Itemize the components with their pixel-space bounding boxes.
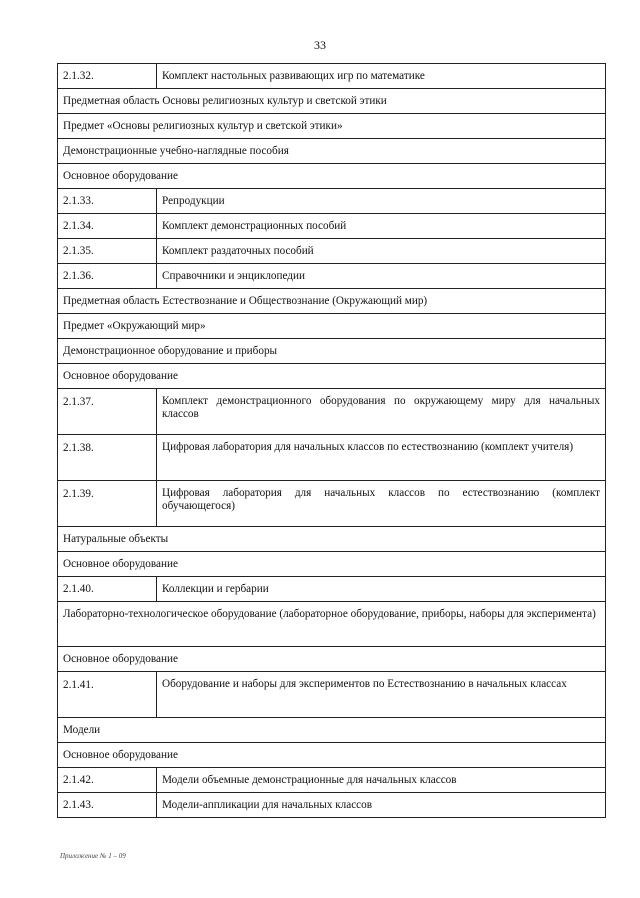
table-row — [58, 189, 606, 214]
section-row — [58, 139, 606, 164]
item-description: Комплект раздаточных пособий — [157, 239, 606, 264]
item-description: Комплект демонстрационного оборудования по окружающему миру для начальных классов — [157, 389, 606, 435]
table-row — [58, 214, 606, 239]
section-heading: Основное оборудование — [58, 552, 606, 577]
table-row — [58, 768, 606, 793]
item-description: Оборудование и наборы для экспериментов по Естествознанию в начальных классах — [157, 672, 606, 718]
table-row — [58, 793, 606, 818]
section-heading: Демонстрационное оборудование и приборы — [58, 339, 606, 364]
section-row — [58, 602, 606, 647]
section-heading: Предмет «Основы религиозных культур и светской этики» — [58, 114, 606, 139]
table-row — [58, 64, 606, 89]
section-row — [58, 314, 606, 339]
section-row — [58, 164, 606, 189]
item-description: Цифровая лаборатория для начальных классов по естествознанию (комплект учителя) — [157, 435, 606, 481]
equipment-table — [57, 63, 606, 818]
table-row — [58, 435, 606, 481]
item-number: 2.1.42. — [58, 768, 157, 793]
section-row — [58, 114, 606, 139]
item-number: 2.1.36. — [58, 264, 157, 289]
item-number: 2.1.33. — [58, 189, 157, 214]
page-footer: Приложение № 1 – 09 — [60, 852, 126, 860]
item-description: Справочники и энциклопедии — [157, 264, 606, 289]
section-heading: Предметная область Естествознание и Обществознание (Окружающий мир) — [58, 289, 606, 314]
section-row — [58, 89, 606, 114]
table-row — [58, 577, 606, 602]
section-heading: Предметная область Основы религиозных культур и светской этики — [58, 89, 606, 114]
section-row — [58, 718, 606, 743]
section-heading: Модели — [58, 718, 606, 743]
item-number: 2.1.41. — [58, 672, 157, 718]
section-heading: Основное оборудование — [58, 164, 606, 189]
section-row — [58, 527, 606, 552]
item-description: Модели-аппликации для начальных классов — [157, 793, 606, 818]
section-heading: Основное оборудование — [58, 364, 606, 389]
table-row — [58, 481, 606, 527]
item-number: 2.1.37. — [58, 389, 157, 435]
table-row — [58, 389, 606, 435]
page-number: 33 — [314, 38, 326, 52]
item-number: 2.1.32. — [58, 64, 157, 89]
item-number: 2.1.35. — [58, 239, 157, 264]
section-heading: Предмет «Окружающий мир» — [58, 314, 606, 339]
section-heading: Лабораторно-технологическое оборудование (лабораторное оборудование, приборы, наборы для эксперимента) — [58, 602, 606, 647]
section-row — [58, 289, 606, 314]
section-heading: Основное оборудование — [58, 743, 606, 768]
item-description: Комплект демонстрационных пособий — [157, 214, 606, 239]
item-number: 2.1.38. — [58, 435, 157, 481]
item-number: 2.1.40. — [58, 577, 157, 602]
item-description: Комплект настольных развивающих игр по математике — [157, 64, 606, 89]
item-description: Цифровая лаборатория для начальных классов по естествознанию (комплект обучающегося) — [157, 481, 606, 527]
item-description: Репродукции — [157, 189, 606, 214]
item-number: 2.1.34. — [58, 214, 157, 239]
section-row — [58, 364, 606, 389]
table-row — [58, 264, 606, 289]
section-heading: Натуральные объекты — [58, 527, 606, 552]
section-row — [58, 339, 606, 364]
section-heading: Демонстрационные учебно-наглядные пособия — [58, 139, 606, 164]
section-heading: Основное оборудование — [58, 647, 606, 672]
section-row — [58, 552, 606, 577]
item-description: Модели объемные демонстрационные для начальных классов — [157, 768, 606, 793]
item-number: 2.1.39. — [58, 481, 157, 527]
item-number: 2.1.43. — [58, 793, 157, 818]
table-row — [58, 239, 606, 264]
item-description: Коллекции и гербарии — [157, 577, 606, 602]
section-row — [58, 743, 606, 768]
section-row — [58, 647, 606, 672]
table-row — [58, 672, 606, 718]
